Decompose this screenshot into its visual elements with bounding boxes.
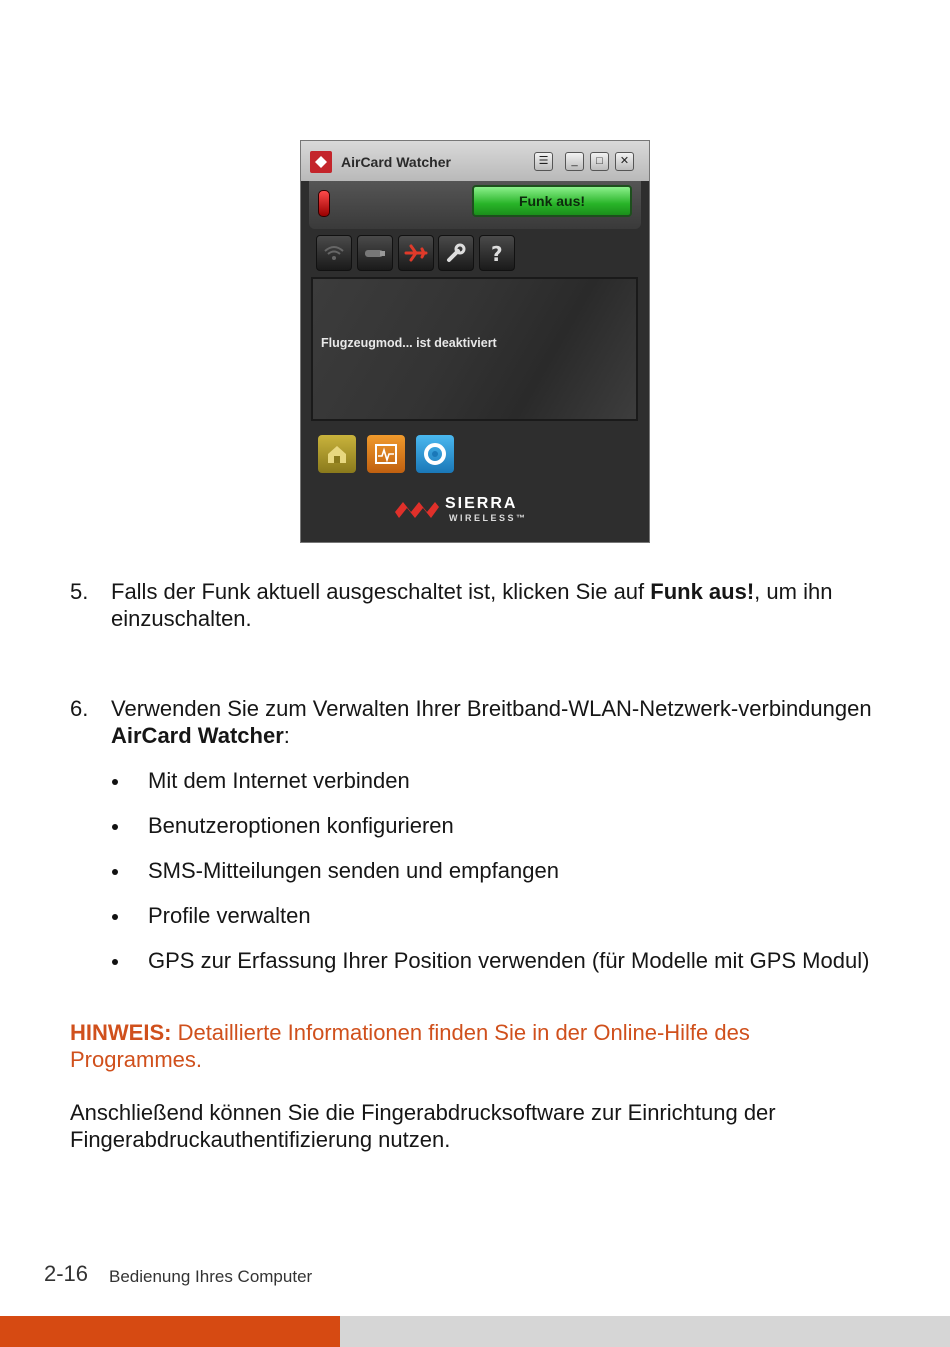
- radio-toggle-button[interactable]: Funk aus!: [472, 185, 632, 217]
- step-text-part: :: [283, 723, 290, 748]
- minimize-button[interactable]: _: [565, 152, 584, 171]
- step-5: [70, 578, 900, 632]
- list-item: [112, 902, 872, 929]
- sierra-wireless-logo: [393, 496, 553, 526]
- brand-subtitle: WIRELESS™: [449, 513, 528, 523]
- step-text: [111, 578, 900, 632]
- note-text: Detaillierte Informationen finden Sie in der Online-Hilfe des Programmes.: [70, 1020, 750, 1072]
- window-title: AirCard Watcher: [341, 154, 451, 170]
- footer-accent-bar: [0, 1316, 340, 1347]
- menu-button[interactable]: ☰: [534, 152, 553, 171]
- list-item: [112, 812, 872, 839]
- airplane-icon[interactable]: [398, 235, 434, 271]
- control-panel: [309, 181, 641, 229]
- help-icon[interactable]: [479, 235, 515, 271]
- list-item: [112, 947, 872, 974]
- step-text: [111, 695, 900, 749]
- wifi-icon[interactable]: [316, 235, 352, 271]
- aircard-logo-icon: [310, 151, 332, 173]
- brand-name: SIERRA: [445, 495, 518, 512]
- home-icon[interactable]: [318, 435, 356, 473]
- support-icon[interactable]: [416, 435, 454, 473]
- status-display: [311, 277, 638, 421]
- bullet-dot: [112, 869, 118, 875]
- wrench-icon[interactable]: [438, 235, 474, 271]
- close-button[interactable]: ✕: [615, 152, 634, 171]
- usb-modem-icon[interactable]: [357, 235, 393, 271]
- list-item-text: GPS zur Erfassung Ihrer Position verwenden (für Modelle mit GPS Modul): [148, 948, 870, 973]
- footer-grey-bar: [340, 1316, 950, 1347]
- bullet-dot: [112, 959, 118, 965]
- list-item-text: SMS-Mitteilungen senden und empfangen: [148, 858, 559, 883]
- list-item-text: Mit dem Internet verbinden: [148, 768, 410, 793]
- sierra-wireless-mark-icon: [393, 498, 441, 522]
- window-titlebar: [301, 141, 649, 181]
- note: [70, 1019, 870, 1073]
- step-bold-term: Funk aus!: [650, 579, 755, 604]
- bullet-dot: [112, 779, 118, 785]
- step-bold-term: AirCard Watcher: [111, 723, 284, 748]
- footer-section-title: Bedienung Ihres Computer: [109, 1267, 313, 1286]
- radio-status-led: [318, 190, 330, 217]
- page-number: 2-16: [44, 1261, 89, 1286]
- step-6: [70, 695, 900, 749]
- step-number: 5.: [70, 579, 89, 604]
- step-text-part: Falls der Funk aktuell ausgeschaltet ist, klicken Sie auf: [111, 579, 651, 604]
- aircard-watcher-window: [300, 140, 650, 543]
- status-message: Flugzeugmod... ist deaktiviert: [321, 336, 497, 350]
- step-text-part: , um ihn einzuschalten.: [111, 579, 833, 631]
- statistics-icon[interactable]: [367, 435, 405, 473]
- step-text-part: Verwenden Sie zum Verwalten Ihrer Breitband-WLAN-Netzwerk-verbindungen: [111, 696, 872, 721]
- maximize-button[interactable]: □: [590, 152, 609, 171]
- list-item: [112, 857, 872, 884]
- bullet-dot: [112, 824, 118, 830]
- bullet-dot: [112, 914, 118, 920]
- step-number: 6.: [70, 696, 89, 721]
- list-item-text: Profile verwalten: [148, 903, 311, 928]
- closing-paragraph: Anschließend können Sie die Fingerabdrucksoftware zur Einrichtung der Fingerabdruckauthentifizierung nutzen.: [70, 1100, 776, 1152]
- note-label: HINWEIS:: [70, 1020, 172, 1045]
- list-item: [112, 767, 872, 794]
- svg-text:?: ?: [491, 242, 503, 265]
- list-item-text: Benutzeroptionen konfigurieren: [148, 813, 454, 838]
